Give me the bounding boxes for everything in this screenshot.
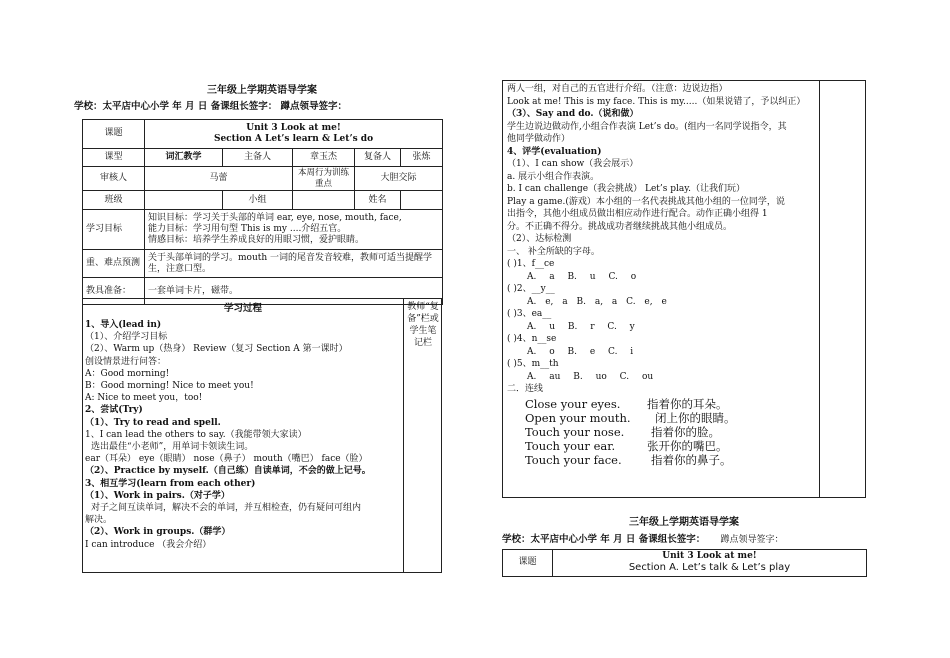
quiz-options: A. e, a B. a, a C. e, e — [527, 296, 667, 307]
match-chinese: 张开你的嘴巴。 — [647, 438, 728, 453]
quiz-question: ( )3、ea__ — [507, 309, 552, 319]
process-line: （3）、Say and do.（说和做） — [507, 109, 639, 119]
focus-label: 本周行为训练重点 — [293, 167, 355, 191]
process-body — [85, 319, 401, 551]
topic-label: 课题 — [503, 550, 553, 577]
matching-title: 二．连线 — [507, 384, 544, 394]
process-line: 1、导入(lead in) — [85, 320, 162, 330]
materials-value: 一套单词卡片，磁带。 — [145, 278, 443, 305]
process-title: 学习过程 — [223, 303, 262, 314]
process-line: I can introduce （我会介绍） — [85, 539, 212, 550]
quiz-options: A. au B. uo C. ou — [527, 371, 654, 382]
group-label: 小组 — [223, 191, 293, 210]
match-english: Open your mouth. — [525, 410, 631, 425]
page-header-2 — [502, 531, 784, 545]
continued-process-box — [502, 80, 866, 498]
name-label: 姓名 — [355, 191, 401, 210]
process-line: 4、评学(evaluation) — [507, 146, 602, 157]
header-2-main: 学校：太平店中心小学 年 月 日 备课组长签字： — [502, 534, 706, 545]
keypoints-value: 关于头部单词的学习。mouth 一词的尾音发音较难，教师可适当提醒学生，注意口型。 — [145, 250, 443, 278]
matching-list — [507, 398, 817, 468]
match-chinese: 闭上你的眼睛。 — [655, 410, 736, 425]
quiz-question: ( )2、__y__ — [507, 284, 555, 294]
goals-label: 学习目标 — [83, 210, 145, 250]
topic-value — [145, 120, 443, 149]
match-english: Close your eyes. — [525, 396, 621, 411]
match-chinese: 指着你的鼻子。 — [651, 452, 732, 467]
topic-label: 课题 — [83, 120, 145, 149]
reviser-value: 张炼 — [401, 149, 443, 167]
process-line: （2）、Practice by myself.（自己练）自读单词，不会的做上记号。 — [85, 466, 371, 477]
process-line: （1）、介绍学习目标 — [85, 332, 168, 343]
reviewer-value: 马蕾 — [145, 167, 293, 191]
process-line: （1）、I can show（我会展示） — [507, 159, 639, 169]
topic-section: Section A Let’s learn & Let’s do — [213, 134, 374, 144]
process-line: （2）、Work in groups.（群学） — [85, 527, 231, 538]
process-line: （1）、Try to read and spell. — [85, 417, 221, 428]
host-label: 主备人 — [223, 149, 293, 167]
process-line: 出指令，其他小组成员做出相应动作进行配合。动作正确小组得 1 — [507, 209, 768, 219]
page-title-2: 三年级上学期英语导学案 — [629, 517, 739, 528]
topic-section: Section A. Let’s talk & Let’s play — [628, 562, 791, 574]
goal-knowledge: 知识目标：学习关于头部的单词 ear, eye, nose, mouth, face, — [148, 212, 402, 223]
process-line: （2）、Warm up（热身） Review（复习 Section A 第一课时） — [85, 344, 348, 355]
topic-unit: Unit 3 Look at me! — [246, 122, 341, 133]
process-line: 2、尝试(Try) — [85, 405, 143, 416]
process-line: a. 展示小组合作表演。 — [507, 171, 600, 182]
lesson-info-table-2 — [502, 549, 867, 577]
host-value: 章玉杰 — [293, 149, 355, 167]
quiz-options: A. o B. e C. i — [527, 346, 634, 357]
lesson-type-value: 词汇教学 — [145, 149, 223, 167]
page-header: 学校：太平店中心小学 年 月 日 备课组长签字： 蹲点领导签字： — [74, 101, 348, 112]
process-line: Play a game.(游戏）本小组的一名代表挑战其他小组的一位同学，说 — [507, 196, 785, 207]
process-line: A: Nice to meet you，too! — [85, 393, 203, 404]
table-row — [83, 210, 443, 250]
process-line: （1）、Work in pairs.（对子学） — [85, 490, 230, 501]
process-line: 分。不正确不得分。挑战成功者继续挑战其他小组成员。 — [507, 221, 733, 232]
goals-value — [145, 210, 443, 250]
process-line: Look at me! This is my face. This is my.....（如果说错了，予以纠正） — [507, 96, 806, 107]
materials-label: 教具准备： — [83, 278, 145, 305]
table-row — [83, 191, 443, 210]
process-line: B：Good morning! Nice to meet you! — [85, 381, 254, 392]
process-line: ear（耳朵） eye（眼睛） nose（鼻子） mouth（嘴巴） face（脸） — [85, 454, 368, 465]
process-line: 学生边说边做动作,小组合作表演 Let’s do。(组内一名同学说指令，其 — [507, 121, 787, 132]
table-row — [83, 149, 443, 167]
match-english: Touch your nose. — [525, 424, 625, 439]
quiz-options: A. u B. r C. y — [527, 321, 635, 332]
quiz-options: A. a B. u C. o — [527, 271, 637, 282]
lesson-type-label: 课型 — [83, 149, 145, 167]
topic-unit: Unit 3 Look at me! — [662, 551, 757, 561]
table-row — [83, 250, 443, 278]
table-row — [83, 167, 443, 191]
continued-body — [507, 83, 817, 468]
match-english: Touch your face. — [525, 452, 622, 467]
process-line: 选出最佳“小老师”，用单词卡领读生词。 — [91, 442, 254, 453]
reviser-label: 复备人 — [355, 149, 401, 167]
keypoints-label: 重、难点预测 — [83, 250, 145, 278]
match-chinese: 指着你的耳朵。 — [647, 396, 728, 411]
page-title: 三年级上学期英语导学案 — [207, 85, 317, 96]
class-label: 班级 — [83, 191, 145, 210]
match-english: Touch your ear. — [525, 438, 616, 453]
process-line: 创设情景进行问答： — [85, 356, 167, 367]
lesson-info-table — [82, 119, 443, 305]
learning-process-box — [82, 298, 442, 573]
quiz-question: ( )1、f__ce — [507, 259, 555, 269]
goal-ability: 能力目标：学习用句型 This is my ....介绍五官。 — [148, 224, 347, 235]
process-line: 他同学做动作） — [507, 134, 571, 144]
process-line: 对子之间互读单词，解决不会的单词，并互相检查，仍有疑问可组内 — [91, 503, 362, 514]
process-line: （2）、达标检测 — [507, 234, 572, 244]
goal-emotion: 情感目标：培养学生养成良好的用眼习惯，爱护眼睛。 — [148, 235, 365, 246]
process-line: 一、 补全所缺的字母。 — [507, 246, 600, 257]
process-line: b. I can challenge（我会挑战） Let’s play.（让我们玩） — [507, 184, 746, 194]
header-2-tail: 蹲点领导签字： — [720, 535, 784, 545]
process-line: 1、I can lead the others to say.（我能带领大家读） — [85, 429, 307, 440]
reviewer-label: 审核人 — [83, 167, 145, 191]
topic-value — [553, 550, 867, 577]
side-note-column: 教师“复备”栏或学生笔记栏 — [407, 302, 439, 348]
quiz-question: ( )5、m__th — [507, 359, 559, 369]
process-line: 两人一组，对自己的五官进行介绍。（注意：边说边指） — [507, 84, 728, 94]
process-line: A：Good morning! — [85, 368, 170, 379]
quiz-question: ( )4、n__se — [507, 334, 557, 344]
focus-value: 大胆交际 — [355, 167, 443, 191]
process-line: 解决。 — [85, 515, 113, 526]
process-line: 3、相互学习(learn from each other) — [85, 478, 256, 489]
table-row — [83, 120, 443, 149]
match-chinese: 指着你的脸。 — [651, 424, 720, 439]
table-row — [503, 550, 867, 577]
